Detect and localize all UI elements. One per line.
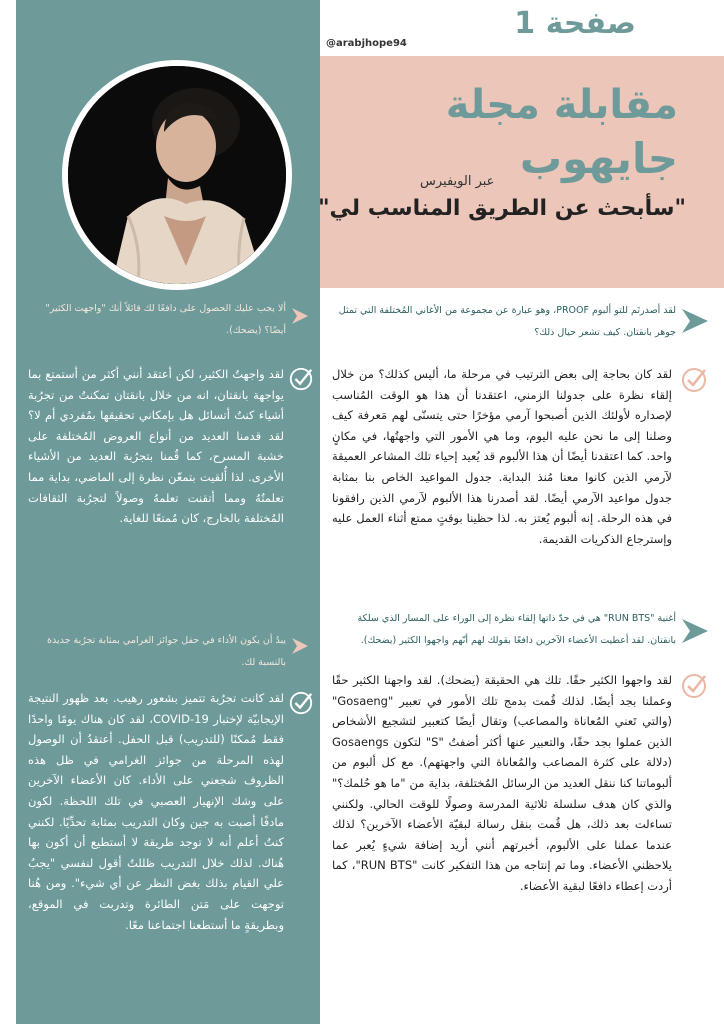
chevron-right-icon: [290, 636, 310, 656]
question-1: لقد أصدرتَم للتو ألبوم PROOF، وهو عبارة عن مجموعة من الأغاني المُختلفة التي تمثل جوهر بانقتان. كيف تشعر حيال ذلك؟: [338, 305, 676, 338]
chevron-right-icon: [290, 306, 310, 326]
chevron-right-icon: [680, 616, 710, 646]
check-circle-icon: [680, 672, 708, 700]
check-circle-icon: [288, 366, 314, 392]
check-circle-icon: [680, 366, 708, 394]
check-circle-icon: [288, 690, 314, 716]
headline-quote: "سأبحث عن الطريق المناسب لي": [318, 196, 686, 221]
left-question-2: يبدُ أن يكون الأداء في حفل جوائز الغرامي بمثابة تجرُبة جديدة بالنسبة لك.: [47, 635, 286, 668]
left-answer-1: لقد واجهتُ الكثير، لكن أعتقد أنني أكثر من أستمتع بما يواجهة بانقتان، انه من خلال بانقتان تمكنتُ من تجرُبة أشياء كنتُ أتسائل هل بإمكاني تحقيقها بمُفردي أم لا؟ لقد قدمنا العديد من أنواع العروض المُختلفة على خشبة المسرح، كما قُمنا بتجرُبة العديد من الأشياء الأخرى. لذا أُلقيت بتمعّن نظرة إلى الماضي، بداية مما تعلمتُهُ ومما أتقنت تعلمهُ وصولاً لتجرُبة الثقافات المُختلفة بالخارج، كان مُمتعًا للغاية.: [28, 367, 284, 526]
byline: عبر الويفيرس: [420, 174, 495, 189]
page-number: صفحة 1: [514, 6, 636, 41]
left-answer-2: لقد كانت تجرُبة تتميز بشعور رهيب. بعد ظهور النتيجة الإيجابيّة لإختبار COVID-19، لقد كان هناك يومًا واحدًا فقط مُمكنًا (للتدريب) قبل الحفل. أعتقدُ أن الوصول لهذه المرحلة من جوائز الغرامي في ظل هذه الظروف شجعني على الأداء. كان الأعضاء الآخرين على وشك الإنهيار العصبي في تلك اللحظة. لكون مادفًا أصبت به جين وكان التدريب بمثابة تحدِّيًا. لكنني كنتُ أعلم أنه لا توجد طريقة لا أستطيع أن أكون بها هُناك. لذلك خلال التدريب ظللتُ أقول لنفسي "يجبُ علي القيام بذلك بغض النظر عن أي شيء". ومن هُنا توجهت على مَتن الطائرة وتدربت في الموقع، وبطريقةٍ ما أستطعنا اجتماعنا معًا.: [28, 691, 284, 932]
left-question-1: ألا يجب عليك الحصول على دافعًا لك قائلاً أنك "واجهت الكثير" أيضًا؟ (يضحك).: [45, 303, 286, 336]
artist-name: جايهوب: [519, 134, 678, 183]
interviewee-photo: [62, 60, 292, 290]
question-2: أغنية "RUN BTS" هي في حدّ ذاتها إلقاء نظرة إلى الوراء على المسار الذي سلكة بانقتان. لقد أعطيت الأعضاء الآخرين دافعًا بقولك لهم أنّهم واجهوا الكثير (يضحك).: [357, 613, 676, 646]
answer-2: لقد واجهوا الكثير حقًا. تلك هي الحقيقة (يضحك). لقد واجهنا الكثير حقًا وعملنا بجد أيضًا. لذلك قُمت بدمج تلك الأمور في تعبير "Gosaeng" (والتي تَعني المُعاناة والمصاعب) وتقال أيضًا كتعبير لتشجيع الأشخاص الذين عملوا بجد حقًا، والتعبير عنها أكثر أضفتُ "S" لتكون Gosaengs (دلالة على كثرة المصاعب والمُعاناة التي واجهتهم). مع كل ألبوم من ألبوماتنا كنا ننقل العديد من الرسائل المُختلفة، بداية من "ما هو حُلمك؟" والذي كان هدف سلسلة ثلاثية المدرسة وصولًا للوقت الحالي. ولكنني تساءلت بعد ذلك، هل قُمت بنقل رسالة لبقيّة الأعضاء الآخرين؟ لذلك عندما عملنا على الألبوم، أخبرتهم أنني أريد إضافة شيءٍ يُعبر عما يلاحظني الأعضاء. وما تم إنتاجه من هذا التفكير كانت "RUN BTS"، كما أردت إعطاء دافعًا لبقية الأعضاء.: [332, 673, 672, 893]
chevron-right-icon: [680, 306, 710, 336]
magazine-title: مقابلة مجلة: [445, 82, 678, 128]
author-handle: @arabjhope94: [326, 38, 407, 49]
answer-1: لقد كان بحاجة إلى بعض الترتيب في مرحلة ما، أليس كذلك؟ من خلال إلقاء نظرة على جدولنا الزمني، اعتقدنا أن هذا هو الوقت المُناسب لإصداره لأولئك الذين أصبحوا آرمي مؤخرًا حتى يتسنّى لهم مَعرفة كيف وصلنا إلى ما نحن عليه اليوم، وما هي الأمور التي واجهتُها، في مكانٍ واحد. كما اعتقدنا أيضًا أن هذا الألبوم قد يُعيد إحياء تلك المشاعر العميقة لآرمي الذين كانوا معنا مُنذ البداية. جدول المواعيد الخاص بنا بمثابة جدول مواعيد الآرمي أيضًا. لقد أصدرنا هذا الألبوم لآرمي الذين رافقونا في هذه الرحلة. إنه ألبوم يُعتز به. لذا حظينا بوقتٍ ممتع أثناء العمل عليه وإسترجاع الذكريات القديمة.: [332, 367, 672, 546]
